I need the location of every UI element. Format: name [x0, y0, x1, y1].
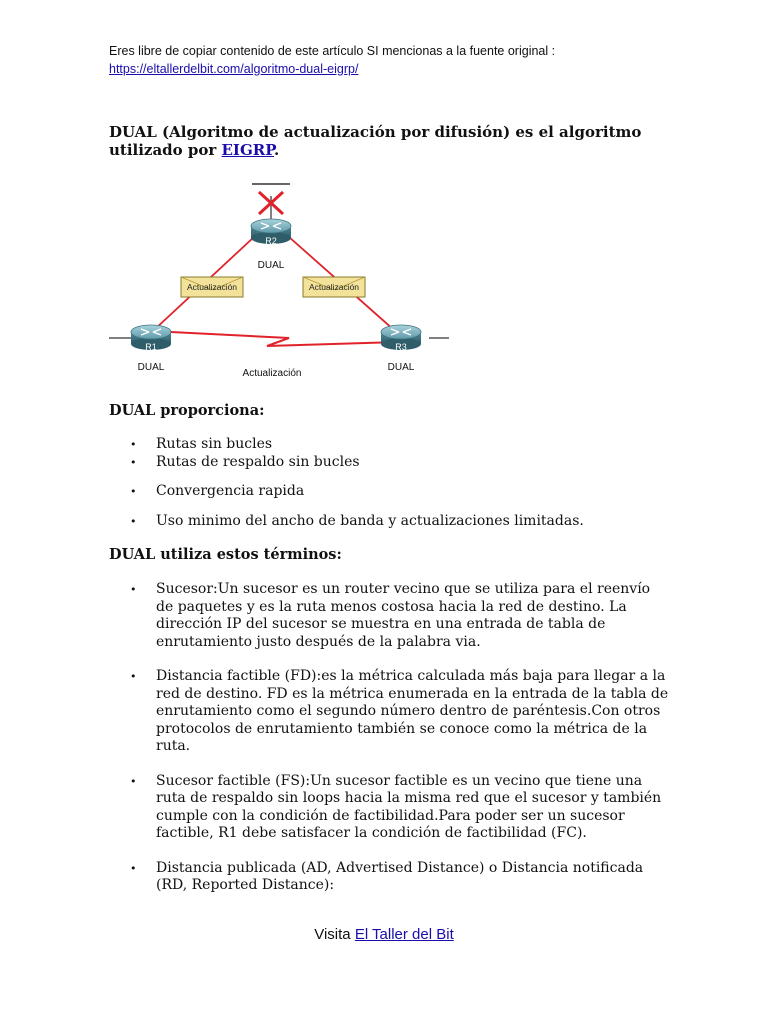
router-r3-label: DUAL: [387, 362, 415, 373]
router-r3-icon: [381, 325, 421, 352]
router-r1-icon: [131, 325, 171, 352]
intro-suffix: .: [274, 141, 280, 159]
section2-title: DUAL utiliza estos términos:: [109, 546, 342, 563]
section2-list: [109, 581, 669, 895]
list-item: • Distancia factible (FD):es la métrica calculada más baja para llegar a la red de destino. FD es la métrica enumerada en la entrada de la tabla de enrutamiento como el segundo número dentro de paréntesis.Con otros protocolos de enrutamiento también se conoce como la métrica de la ruta.: [109, 668, 669, 756]
update-label-bottom: Actualización: [242, 368, 302, 379]
section1-title: DUAL proporciona:: [109, 402, 265, 419]
list-item: • Rutas de respaldo sin bucles: [109, 454, 669, 472]
list-item: • Convergencia rapida: [109, 483, 669, 501]
update-envelope-right: [303, 277, 365, 297]
list-item: • Rutas sin bucles: [109, 436, 669, 454]
list-item: • Sucesor factible (FS):Un sucesor factible es un vecino que tiene una ruta de respaldo sin loops hacia la misma red que el sucesor y también cumple con la condición de factibilidad.Para poder ser un sucesor factible, R1 debe satisfacer la condición de factibilidad (FC).: [109, 773, 669, 843]
intro-text: DUAL (Algoritmo de actualización por difusión) es el algoritmo utilizado por: [109, 123, 642, 159]
router-r1-label: DUAL: [137, 362, 165, 373]
intro-heading: [109, 123, 649, 159]
router-r3-name: R3: [395, 342, 407, 352]
source-notice: [109, 42, 669, 78]
router-r2-name: R2: [265, 236, 277, 246]
footer: [0, 926, 768, 944]
update-label-right: Actualización: [308, 282, 360, 292]
dual-network-diagram: [109, 182, 461, 382]
footer-prefix: Visita: [314, 926, 355, 943]
list-item: • Uso minimo del ancho de banda y actualizaciones limitadas.: [109, 513, 669, 531]
router-r2-label: DUAL: [257, 260, 285, 271]
router-r1-name: R1: [145, 342, 157, 352]
link-r1-r3-serial: [171, 332, 399, 346]
footer-link[interactable]: El Taller del Bit: [354, 926, 454, 943]
update-label-left: Actualización: [186, 282, 238, 292]
list-item: • Sucesor:Un sucesor es un router vecino que se utiliza para el reenvío de paquetes y es la ruta menos costosa hacia la red de destino. La dirección IP del sucesor se muestra en una entrada de tabla de enrutamiento justo después de la palabra via.: [109, 581, 669, 651]
list-item: • Distancia publicada (AD, Advertised Distance) o Distancia notificada (RD, Reported Distance):: [109, 860, 669, 895]
router-r2-icon: [251, 219, 291, 246]
section1-list: [109, 436, 669, 530]
source-link[interactable]: https://eltallerdelbit.com/algoritmo-dual-eigrp/: [109, 62, 359, 76]
eigrp-link[interactable]: EIGRP: [221, 141, 275, 159]
notice-text: Eres libre de copiar contenido de este artículo SI mencionas a la fuente original :: [109, 44, 556, 58]
update-envelope-left: [181, 277, 243, 297]
